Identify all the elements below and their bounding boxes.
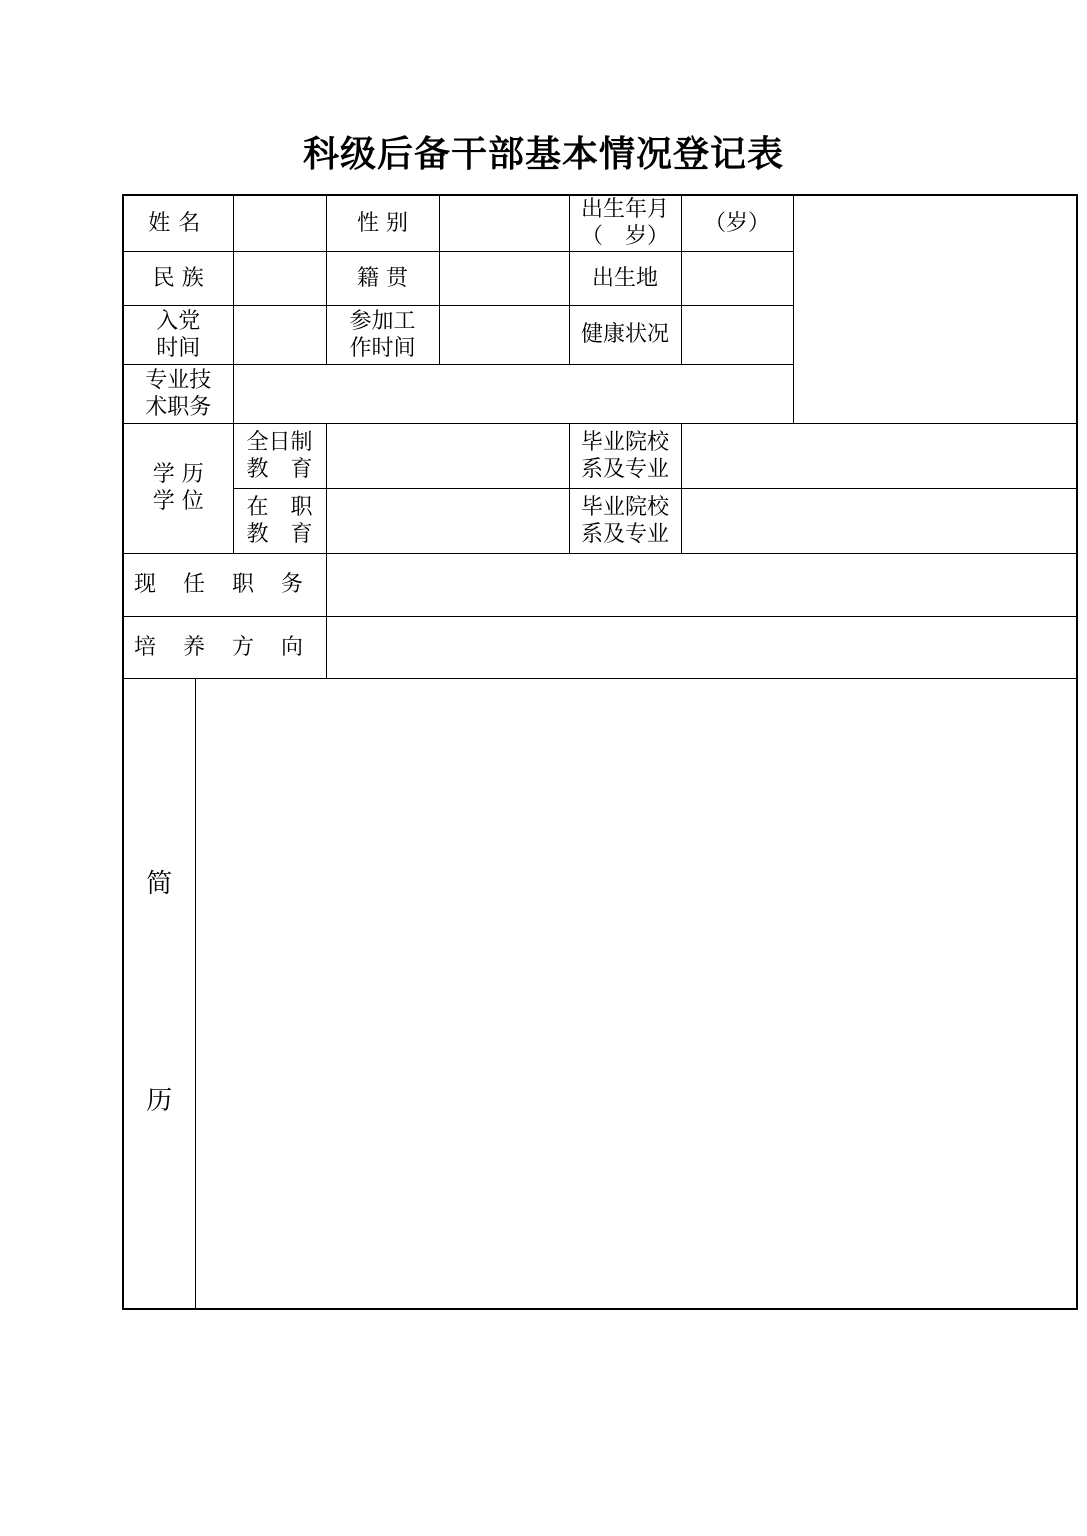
label-school-line2: 系及专业 [580,456,669,482]
label-bio-char1: 简 [146,869,173,900]
field-native-place[interactable] [439,251,569,305]
label-birth-line2: （ 岁） [580,224,669,250]
label-birthplace: 出生地 [569,251,681,305]
label-fulltime-line1: 全日制 [246,429,313,455]
label-current-post: 现 任 职 务 [123,553,326,616]
label-party-join [123,305,233,364]
label-biography [123,678,195,1309]
label-health: 健康状况 [569,305,681,364]
field-ethnicity[interactable] [233,251,326,305]
label-birth-line1: 出生年月 [580,197,669,223]
field-health[interactable] [681,305,793,364]
label-school-fulltime [569,423,681,488]
label-work-line1: 参加工 [349,308,416,334]
label-birth [569,195,681,251]
label-inservice-line2: 教 育 [246,521,313,547]
label-inservice [233,488,326,553]
field-inservice-degree[interactable] [326,488,569,553]
label-edu-line2: 学 位 [152,489,204,514]
label-fulltime [233,423,326,488]
label-native-place: 籍 贯 [326,251,439,305]
label-gender: 性 别 [326,195,439,251]
label-name: 姓名 [123,195,233,251]
age-hint: （岁） [703,210,770,236]
label-work-line2: 作时间 [349,335,416,361]
field-name[interactable] [233,195,326,251]
field-prof-title[interactable] [233,364,793,423]
label-party-line1: 入党 [156,308,201,334]
field-birth[interactable] [681,195,793,251]
label-title-line1: 专业技 [145,367,212,393]
label-training: 培 养 方 向 [123,616,326,678]
label-school-line1: 毕业院校 [580,429,669,455]
photo-box[interactable] [793,195,1077,423]
page-title: 科级后备干部基本情况登记表 [302,133,784,175]
field-gender[interactable] [439,195,569,251]
label-inservice-line1: 在 职 [246,494,313,520]
field-school-inservice[interactable] [681,488,1077,553]
label-ethnicity: 民 族 [123,251,233,305]
field-birthplace[interactable] [681,251,793,305]
label-work-start [326,305,439,364]
label-education [123,423,233,553]
field-biography[interactable] [195,678,1077,1309]
field-party-join[interactable] [233,305,326,364]
field-current-post[interactable] [326,553,1077,616]
label-bio-char2: 历 [146,1086,173,1117]
field-work-start[interactable] [439,305,569,364]
label-edu-line1: 学 历 [152,462,204,487]
label-school-inservice [569,488,681,553]
label-prof-title [123,364,233,423]
label-title-line2: 术职务 [145,394,212,420]
field-fulltime-degree[interactable] [326,423,569,488]
field-school-fulltime[interactable] [681,423,1077,488]
registration-form [122,194,1078,1310]
label-fulltime-line2: 教 育 [246,456,313,482]
label-school-line1: 毕业院校 [580,494,669,520]
label-school-line2: 系及专业 [580,521,669,547]
field-training[interactable] [326,616,1077,678]
label-party-line2: 时间 [156,335,201,361]
